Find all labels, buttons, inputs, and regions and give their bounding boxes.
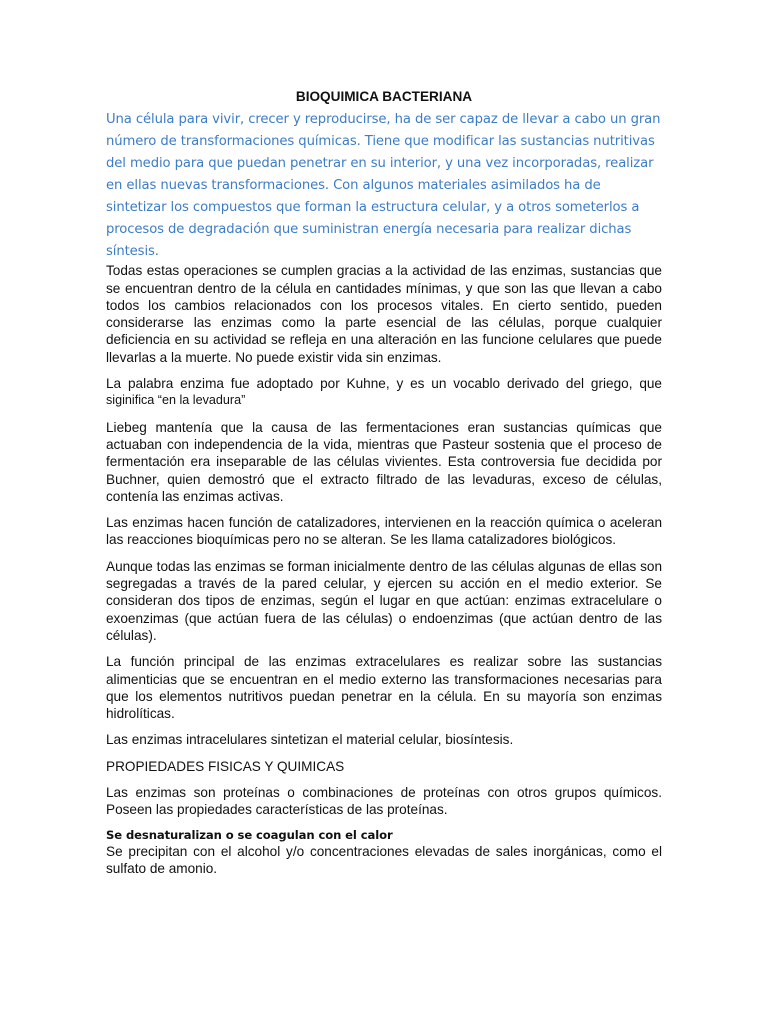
paragraph-catalysts: Las enzimas hacen función de catalizadores, intervienen en la reacción química o aceleran las reacciones bioquímicas pero no se alteran. Se les llama catalizadores biológicos.	[106, 515, 662, 548]
document-page	[106, 88, 662, 886]
paragraph-enzyme-origin-line1: La palabra enzima fue adoptado por Kuhne, y es un vocablo derivado del griego, que	[106, 376, 662, 392]
paragraph-enzymes-activity: Todas estas operaciones se cumplen gracias a la actividad de las enzimas, sustancias que se encuentran dentro de la célula en cantidades mínimas, y que son las que llevan a cabo todos los cambios relacionados con los procesos vitales. En cierto sentido, pueden considerarse las enzimas como la parte esencial de las células, porque cualquier deficiencia en su actividad se refleja en una alteración en las funcione celulares que puede llevarlas a la muerte. No puede existir vida sin enzimas.	[106, 263, 662, 365]
paragraph-fermentation-history: Liebeg mantenía que la causa de las fermentaciones eran sustancias químicas que actuaban con independencia de la vida, mientras que Pasteur sostenia que el proceso de fermentación era inseparable de las células vivientes. Esta controversia fue decidida por Buchner, quien demostró que el extracto filtrado de las levaduras, exceso de células, contenía las enzimas activas.	[106, 419, 662, 504]
paragraph-enzyme-types: Aunque todas las enzimas se forman inicialmente dentro de las células algunas de ellas son segregadas a través de la pared celular, y ejercen su acción en el medio exterior. Se consideran dos tipos de enzimas, según el lugar en que actúan: enzimas extracelulare o exoenzimas (que actúan fuera de las células) o endoenzimas (que actúan dentro de las células).	[106, 558, 662, 643]
section-paragraph: Las enzimas son proteínas o combinaciones de proteínas con otros grupos químicos. Poseen las propiedades características de las proteínas.	[106, 785, 662, 818]
paragraph-enzyme-origin	[106, 375, 662, 410]
last-paragraph: Se precipitan con el alcohol y/o concentraciones elevadas de sales inorgánicas, como el sulfato de amonio.	[106, 843, 662, 876]
section-heading: PROPIEDADES FISICAS Y QUIMICAS	[106, 758, 345, 774]
document-title: BIOQUIMICA BACTERIANA	[295, 89, 473, 104]
sub-heading: Se desnaturalizan o se coagulan con el calor	[106, 827, 393, 842]
paragraph-enzyme-origin-line2: siginifica “en la levadura”	[106, 393, 246, 408]
intro-paragraph: Una célula para vivir, crecer y reproducirse, ha de ser capaz de llevar a cabo un gran número de transformaciones químicas. Tiene que modificar las sustancias nutritivas del medio para que puedan penetrar en su interior, y una vez incorporadas, realizar en ellas nuevas transformaciones. Con algunos materiales asimilados ha de sintetizar los compuestos que forman la estructura celular, y a otros someterlos a procesos de degradación que suministran energía necesaria para realizar dichas síntesis.	[106, 112, 661, 260]
paragraph-intracellular: Las enzimas intracelulares sintetizan el material celular, biosíntesis.	[106, 732, 514, 748]
paragraph-extracellular-function: La función principal de las enzimas extracelulares es realizar sobre las sustancias alimenticias que se encuentran en el medio externo las transformaciones necesarias para que los elementos nutritivos puedan penetrar en la célula. En su mayoría son enzimas hidrolíticas.	[106, 654, 662, 722]
